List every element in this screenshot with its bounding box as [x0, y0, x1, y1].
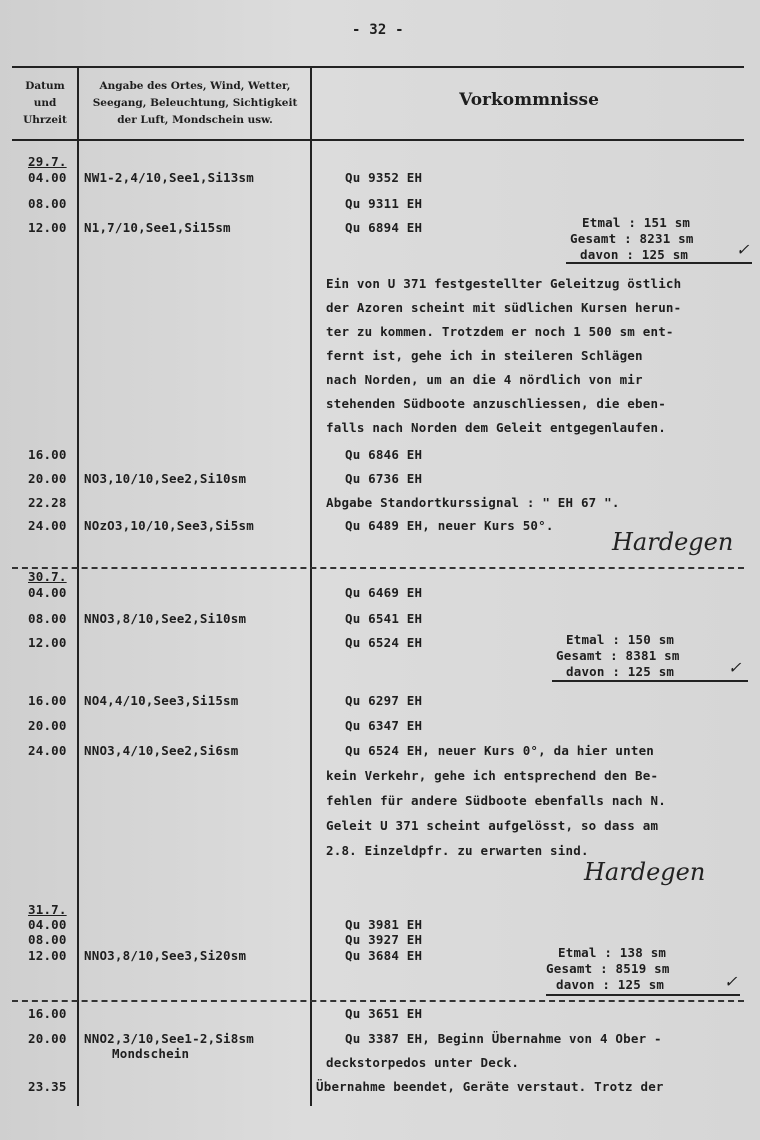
run-davon: davon : 125 sm [556, 977, 665, 992]
position-entry: Qu 6347 EH [345, 718, 423, 733]
position-entry: Qu 3981 EH [345, 917, 423, 932]
signature: Hardegen [612, 528, 734, 556]
run-underline [566, 262, 752, 264]
check-mark: ✓ [724, 972, 738, 991]
narrative-line: Geleit U 371 scheint aufgelösst, so dass am [326, 818, 659, 833]
date-label: 31.7. [28, 902, 67, 917]
time: 20.00 [28, 471, 67, 486]
weather-entry: N1,7/10,See1,Si15sm [84, 220, 231, 235]
time: 16.00 [28, 447, 67, 462]
time: 16.00 [28, 1006, 67, 1021]
run-underline [552, 680, 748, 682]
header-incidents: Vorkommnisse [459, 90, 599, 110]
weather-entry: NOzO3,10/10,See3,Si5sm [84, 518, 254, 533]
run-davon: davon : 125 sm [566, 664, 675, 679]
position-entry: Qu 6469 EH [345, 585, 423, 600]
table-top-rule [12, 66, 744, 68]
run-etmal: Etmal : 150 sm [566, 632, 675, 647]
day-separator [12, 1000, 744, 1002]
run-gesamt: Gesamt : 8381 sm [556, 648, 680, 663]
narrative-line: Übernahme beendet, Geräte verstaut. Trotz der [316, 1079, 664, 1094]
narrative-line: ter zu kommen. Trotzdem er noch 1 500 sm ent- [326, 324, 674, 339]
date-label: 30.7. [28, 569, 67, 584]
position-entry: Qu 9352 EH [345, 170, 423, 185]
position-entry: Qu 6894 EH [345, 220, 423, 235]
narrative-line: nach Norden, um an die 4 nördlich von mir [326, 372, 643, 387]
page-number: - 32 - [352, 22, 404, 38]
time: 12.00 [28, 948, 67, 963]
time: 04.00 [28, 585, 67, 600]
narrative-line: Qu 3387 EH, Beginn Übernahme von 4 Ober - [345, 1031, 662, 1046]
time: 23.35 [28, 1079, 67, 1094]
weather-entry: NNO2,3/10,See1-2,Si8sm [84, 1031, 254, 1046]
time: 08.00 [28, 932, 67, 947]
run-etmal: Etmal : 151 sm [582, 215, 691, 230]
header-bottom-rule [12, 139, 744, 141]
position-entry: Qu 3927 EH [345, 932, 423, 947]
run-gesamt: Gesamt : 8519 sm [546, 961, 670, 976]
run-etmal: Etmal : 138 sm [558, 945, 667, 960]
position-entry: Qu 6524 EH [345, 635, 423, 650]
narrative-line: Qu 6524 EH, neuer Kurs 0°, da hier unten [345, 743, 655, 758]
narrative-line: der Azoren scheint mit südlichen Kursen herun- [326, 300, 682, 315]
signal-entry: Abgabe Standortkurssignal : " EH 67 ". [326, 495, 620, 510]
header-date-time: Datum und Uhrzeit [23, 80, 67, 126]
check-mark: ✓ [728, 658, 742, 677]
position-entry: Qu 9311 EH [345, 196, 423, 211]
course-entry: Qu 6489 EH, neuer Kurs 50°. [345, 518, 554, 533]
time: 24.00 [28, 518, 67, 533]
narrative-line: stehenden Südboote anzuschliessen, die eben- [326, 396, 666, 411]
narrative-line: kein Verkehr, gehe ich entsprechend den Be- [326, 768, 659, 783]
time: 16.00 [28, 693, 67, 708]
time: 20.00 [28, 1031, 67, 1046]
weather-entry: NO4,4/10,See3,Si15sm [84, 693, 239, 708]
position-entry: Qu 3651 EH [345, 1006, 423, 1021]
time: 22.28 [28, 495, 67, 510]
time: 04.00 [28, 170, 67, 185]
weather-entry: NNO3,8/10,See3,Si20sm [84, 948, 247, 963]
weather-entry: NW1-2,4/10,See1,Si13sm [84, 170, 254, 185]
check-mark: ✓ [736, 240, 750, 259]
position-entry: Qu 6846 EH [345, 447, 423, 462]
weather-entry: NNO3,8/10,See2,Si10sm [84, 611, 247, 626]
time: 04.00 [28, 917, 67, 932]
narrative-line: 2.8. Einzeldpfr. zu erwarten sind. [326, 843, 589, 858]
time: 08.00 [28, 196, 67, 211]
time: 20.00 [28, 718, 67, 733]
narrative-line: falls nach Norden dem Geleit entgegenlaufen. [326, 420, 666, 435]
signature: Hardegen [584, 858, 706, 886]
narrative-line: Ein von U 371 festgestellter Geleitzug östlich [326, 276, 682, 291]
column-divider-1 [77, 66, 79, 1106]
weather-entry: Mondschein [112, 1046, 190, 1061]
header-location-weather: Angabe des Ortes, Wind, Wetter, Seegang, Beleuchtung, Sichtigkeit der Luft, Mondschein usw. [92, 80, 298, 126]
position-entry: Qu 6541 EH [345, 611, 423, 626]
narrative-line: fehlen für andere Südboote ebenfalls nach N. [326, 793, 666, 808]
position-entry: Qu 6736 EH [345, 471, 423, 486]
time: 08.00 [28, 611, 67, 626]
position-entry: Qu 6297 EH [345, 693, 423, 708]
position-entry: Qu 3684 EH [345, 948, 423, 963]
weather-entry: NO3,10/10,See2,Si10sm [84, 471, 247, 486]
column-divider-2 [310, 66, 312, 1106]
weather-entry: NNO3,4/10,See2,Si6sm [84, 743, 239, 758]
date-label: 29.7. [28, 154, 67, 169]
run-gesamt: Gesamt : 8231 sm [570, 231, 694, 246]
time: 12.00 [28, 635, 67, 650]
time: 24.00 [28, 743, 67, 758]
narrative-line: fernt ist, gehe ich in steileren Schlägen [326, 348, 643, 363]
time: 12.00 [28, 220, 67, 235]
run-underline [546, 994, 740, 996]
narrative-line: deckstorpedos unter Deck. [326, 1055, 520, 1070]
day-separator [12, 567, 744, 569]
run-davon: davon : 125 sm [580, 247, 689, 262]
